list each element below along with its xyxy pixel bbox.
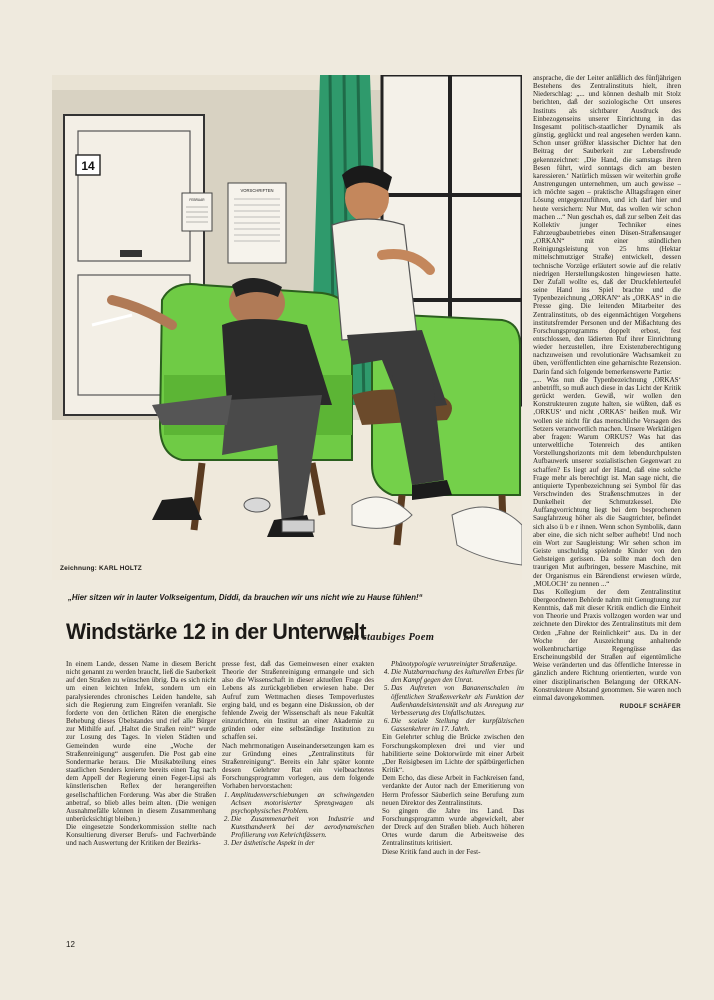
research-item: 4. Die Nutzbarmachung des kulturellen Erbes für den Kampf gegen den Unrat. [391,668,524,684]
calendar-header: FEBRUAR [189,198,205,202]
column-3-text: Ein Gelehrter schlug die Brücke zwischen den Forschungskomplexen drei und vier und habilitierte seine Doktorwürde mit einer Arbeit „Der Reisigbesen im Lichte der spätbürgerlichen Kritik“. Dem Echo, das diese Arbeit in Fachkreisen fand, verdankte der Autor nach der Emeritierung von Herrn Professor Säuberlich seine Berufung zum neuen Direktor des Zentralinstituts. So gingen die Jahre ins Land. Das Forschungsprogramm wurde abgewickelt, aber der Dreck auf den Straßen blieb. Auch höheren Ortes wurde darum die Arbeitsweise des Zentralinstituts kritisiert. Diese Kritik fand auch in der Fest- [382,733,524,856]
research-program-list-a [222,791,374,848]
research-item-continuation: Phänotypologie verunreinigter Straßenzüge. [391,660,518,668]
column-2-intro: presse fest, daß das Gemeinwesen einer exakten Theorie der Straßenreinigung ermangele und sich also die Wissenschaft in dieser aktuellen Frage des Lebens als zurückgeblieben erwiesen habe. Der Aufruf zum Wettmachen dieses Tempoverlustes erging bald, und es begann eine Diskussion, ob der fehlende Zweig der Wissenschaft als neue Fakultät einzurichten, ein Institut an einer Akademie zu gründen oder eine selbständige Institution zu schaffen sei. Nach mehrmonatigen Auseinandersetzungen kam es zur Gründung eines „Zentralinstituts für Straßenreinigung“. Bereits ein Jahr später konnte dessen Gelehrter Rat ein vielbeachtetes Forschungsprogramm vorlegen, aus dem folgende Vorhaben hervorstachen: [222,660,374,791]
research-program-list-b [382,668,524,733]
article-column-3 [382,660,524,982]
article-column-4 [533,74,681,982]
column-1-text: In einem Lande, dessen Name in diesem Bericht nicht genannt zu werden braucht, ließ die Sauberkeit auf den Straßen zu wünschen übrig. Da es sich nicht um einen leichten Infekt, sondern um ein paralysierendes chronisches Leiden handelte, sah sich die Regierung zum Eingreifen veranlaßt. Sie forderte von den örtlichen Räten die energische Behebung dieses Übelstandes und rief alle Bürger zur Mithilfe auf. „Haltet die Straßen rein!“ wurde zur Losung des Tages. In vielen Städten und Gemeinden wurde eine „Woche der Straßenreinigung“ ausgerufen. Die Post gab eine Sondermarke heraus. Die Musikabteilung eines staatlichen Senders kreierte bereits einen Tag nach dem Appell der Regierung einen Feger-Lipsi als künstlerischen Reflex der herangereiften gesellschaftlichen Forderung. Was aber die Straßen anbetraf, so blieb alles beim alten. (Die wenigen Ausnahmefälle können in diesem Zusammenhang unberücksichtigt bleiben.) Die eingesetzte Sonderkommission stellte nach Konsultierung diverser Berufs- und Fachverbände und nach Auswertung der Kritiken der Bezirks- [66,660,216,848]
article-subhead: Ein staubiges Poem [343,632,435,643]
illustration-caption: „Hier sitzen wir in lauter Volkseigentum, Diddi, da brauchen wir uns nicht wie zu Hause fühlen!“ [68,593,423,602]
page-number: 12 [66,940,75,949]
research-item: 6. Die soziale Stellung der kurpfälzischen Gassenkehrer im 17. Jahrh. [391,717,524,733]
author-signature: RUDOLF SCHÄFER [619,704,681,711]
cartoon-illustration [52,75,522,580]
research-item: 5. Das Auftreten von Bananenschalen im öffentlichen Straßenverkehr als Funktion der Außenhandelsintensität und als Anregung zur Verbesserung des Unfallschutzes. [391,684,524,717]
notice-header: VORSCHRIFTEN [240,188,274,193]
research-item: 2. Die Zusammenarbeit von Industrie und Kunsthandwerk bei der aerodynamischen Profilierung von Kehrichtfässern. [231,815,374,839]
research-item: 1. Amplitudenverschiebungen an schwingenden Achsen motorisierter Sprengwagen als psychophysisches Problem. [231,791,374,815]
article-column-2 [222,660,374,982]
article-headline: Windstärke 12 in der Unterwelt [66,619,367,644]
door-number: 14 [81,159,95,173]
article-column-1 [66,660,216,982]
column-4-text: ansprache, die der Leiter anläßlich des fünfjährigen Bestehens des Zentralinstituts hielt, ihren Niederschlag: „... und können deshalb mit Stolz berichten, daß der soziologische Ort unseres Instituts als sichtbarer Ausdruck des Einbezogenseins unserer Einrichtung in das Insgesamt politisch-staatlicher Dynamik als günstig, geglückt und real angesehen werden kann. Schon unser größter klassischer Dichter hat den Beitrag der Sauberkeit zur Lebensfreude gekennzeichnet: ‚Die Hand, die samstags ihren Besen führt, wird sonntags dich am besten karessieren.‘ Natürlich müssen wir weiterhin große Anstrengungen unternehmen, um auch gewisse – ich möchte sagen – praktische Alltagsfragen einer Lösung entgegenzuführen, und ich darf hier und heute versichern: Nur Mut, das wollen wir schon machen ...“ Nun geschah es, daß zur selben Zeit das Kollektiv junger Techniker eines Fahrzeugbaubetriebes einen Düsen-Straßensauger „ORKAN“ mit einer stündlichen Reinigungsleistung von 25 hms (Hektar mittelschmutziger Straße) entwickelt, dessen technische Vorzüge erläutert sowie auf die relativ niedrigen Herstellungskosten hingewiesen hatte. Der Zufall wollte es, daß der Druckfehlerteufel seine Hand ins Spiel brachte und die Typenbezeichnung „ORKAN“ als „ORKAS“ in die Presse ging. Die leitenden Mitarbeiter des Zentralinstituts, ob des eigenmächtigen Vorgehens institutsfremder Personen und der Mißachtung des Forschungsprogramms doppelt erbost, fest entschlossen, den lädierten Ruf ihrer Einrichtung wieder herzustellen, ihre Existenzberechtigung nachzuweisen und revolutionäre Wachsamkeit zu üben, veröffentlichten eine geharnischte Rezension. Darin fand sich folgende bemerkenswerte Partie: „... Was nun die Typenbezeichnung ‚ORKAS‘ anbetrifft, so muß auch diese in das Licht der Kritik gerückt werden. Gewiß, wir wollen den Konstrukteuren zugute halten, sie wüßten, daß es ‚ORKUS‘ und nicht ‚ORKAS‘ heißen muß. Wir wollen sie nicht für das menschliche Versagen des Setzers verantwortlich machen. Unsere Werktätigen aber fragen: Warum ORKUS? Was hat das unterweltliche Totenreich des antiken Vorstellungshorizonts mit dem lebendurchpulsten Aufbauwerk unserer sozialistischen Gegenwart zu schaffen? Es liegt auf der Hand, daß eine solche Frage mehr als berechtigt ist. Man sage nicht, die antiquierte Typenbezeichnung sei Symbol für das Verschwinden des Straßenschmutzes in der Dunkelheit der Schmutzkessel. Die Auffangvorrichtung liegt bei dem besprochenen Saugfahrzeug höher als die Saugtrichter, befindet sich also ü b e r ihnen. Wenn schon Symbolik, dann aber eine, die sich nicht selber aufhebt! Und noch ein Wort zur Saugleistung: Wir sehen schon im Geiste unschuldig spielende Kinder von den Gehsteigen gerissen. Da sollte man doch den traurigen Mut aufbringen, bessere Maschine, mit der Organismus ein Bärendienst erwiesen würde, ‚MOLOCH‘ zu nennen ...“ Das Kollegium der dem Zentralinstitut übergeordneten Behörde nahm mit Genugtuung zur Kenntnis, daß mit dieser Kritik endlich die Einheit von Theorie und Praxis vollzogen worden war und zeichnete den Direktor des Zentralinstituts mit dem Orden „Fahne der Reinlichkeit“ aus. Da in der Woche der Auszeichnung anhaltende wolkenbruchartige Regengüsse das Erscheinungsbild der Straßen auf eigentümliche Weise veränderten und das öffentliche Interesse in gänzlich andere Richtung orientierten, wurde von einer disziplinarischen Belangung der ORKAN-Konstrukteure Abstand genommen. Sie waren noch einmal davongekommen. [533,74,681,702]
research-item: 3. Der ästhetische Aspekt in der [231,839,374,847]
illustration-credit: Zeichnung: KARL HOLTZ [60,565,142,572]
